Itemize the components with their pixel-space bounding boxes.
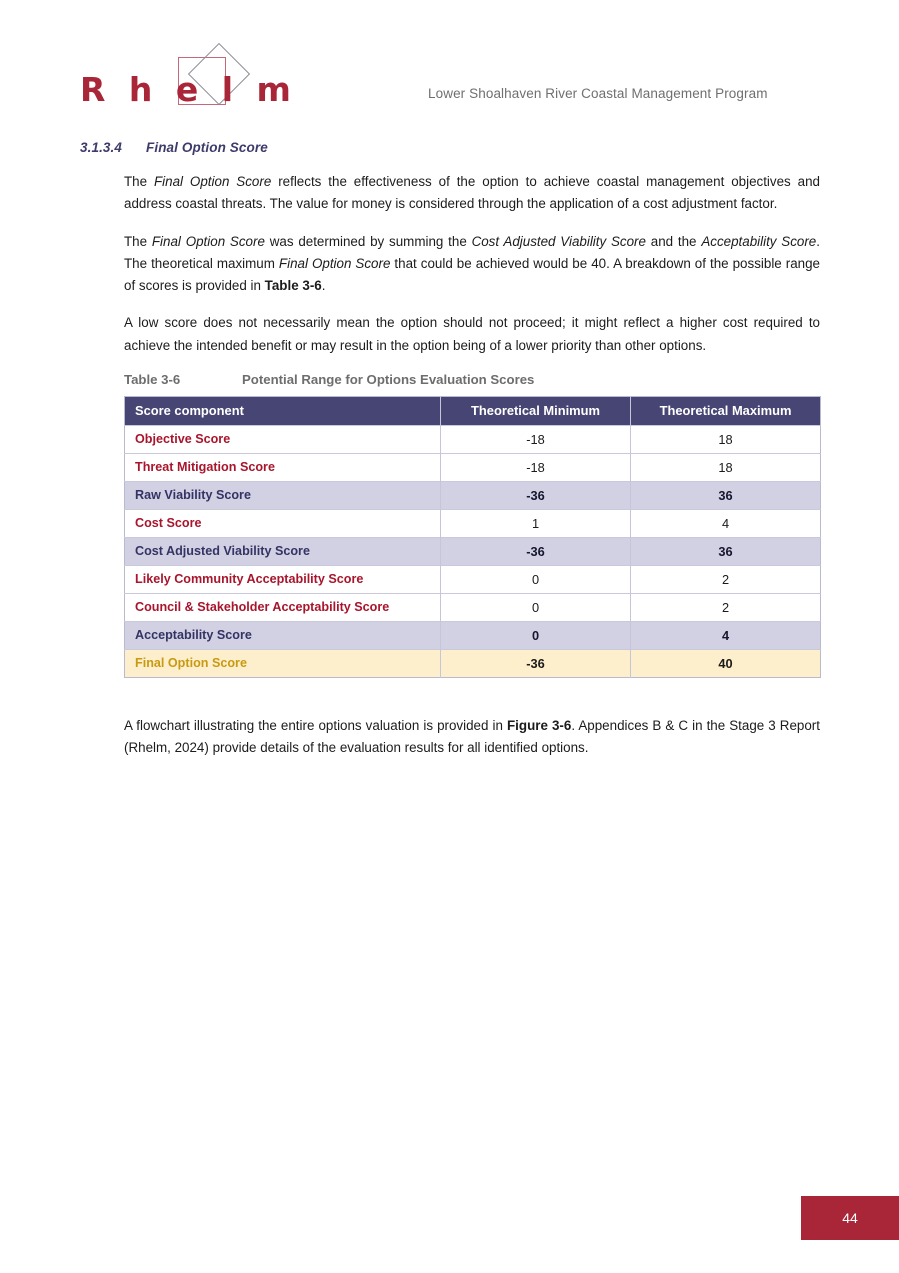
page-header — [0, 44, 899, 116]
row-theoretical-maximum: 40 — [631, 649, 821, 677]
row-theoretical-maximum: 36 — [631, 481, 821, 509]
table-row — [125, 593, 821, 621]
table-caption — [124, 372, 820, 387]
row-theoretical-minimum: 0 — [441, 565, 631, 593]
table-row — [125, 509, 821, 537]
section-title: Final Option Score — [146, 140, 268, 155]
row-theoretical-minimum: -36 — [441, 481, 631, 509]
row-theoretical-maximum: 4 — [631, 509, 821, 537]
p4-text-b: . Appendices B & C in the Stage 3 Report (Rhelm, 2024) provide details of the evaluation results for all identified options. — [124, 717, 820, 755]
row-label: Acceptability Score — [125, 621, 441, 649]
row-theoretical-maximum: 2 — [631, 565, 821, 593]
p2-text-d: . The theoretical maximum — [124, 233, 820, 271]
row-theoretical-maximum: 36 — [631, 537, 821, 565]
row-theoretical-minimum: -18 — [441, 425, 631, 453]
p1-emphasis-1: Final Option Score — [154, 174, 272, 189]
row-label: Likely Community Acceptability Score — [125, 565, 441, 593]
row-label: Threat Mitigation Score — [125, 453, 441, 481]
row-theoretical-minimum: -36 — [441, 649, 631, 677]
row-theoretical-minimum: -36 — [441, 537, 631, 565]
section-heading — [80, 140, 820, 155]
row-label: Objective Score — [125, 425, 441, 453]
p2-text-a: The — [124, 233, 152, 249]
table-row — [125, 649, 821, 677]
paragraph-2 — [80, 231, 820, 298]
p1-text-a: The — [124, 174, 154, 189]
document-title: Lower Shoalhaven River Coastal Management Program — [428, 86, 768, 101]
table-row — [125, 453, 821, 481]
table-3-6-reference: Table 3-6 — [264, 278, 322, 293]
row-theoretical-maximum: 18 — [631, 453, 821, 481]
rhelm-logo — [80, 52, 320, 114]
paragraph-3: A low score does not necessarily mean the option should not proceed; it might reflect a higher cost required to achieve the intended benefit or may result in the option being of a lower priority than other options. — [124, 315, 820, 353]
options-evaluation-scores-table — [124, 396, 821, 678]
figure-3-6-reference: Figure 3-6 — [506, 717, 572, 733]
row-label: Cost Score — [125, 509, 441, 537]
row-theoretical-minimum: -18 — [441, 453, 631, 481]
paragraph-1 — [80, 171, 820, 216]
table-header-row — [125, 396, 821, 425]
p1-text-b: reflects the effectiveness of the option to achieve coastal management objectives and address coastal threats. The value for money is considered through the application of a cost adjustment factor. — [124, 174, 821, 212]
paragraph-4 — [124, 715, 820, 760]
table-caption-title: Potential Range for Options Evaluation Scores — [242, 371, 535, 387]
table-row — [125, 565, 821, 593]
row-theoretical-minimum: 0 — [441, 593, 631, 621]
page-content — [80, 140, 820, 759]
row-label: Cost Adjusted Viability Score — [125, 537, 441, 565]
row-theoretical-minimum: 1 — [441, 509, 631, 537]
p2-text-c: and the — [645, 233, 702, 249]
p2-text-b: was determined by summing the — [264, 233, 472, 249]
row-theoretical-maximum: 4 — [631, 621, 821, 649]
p4-text-a: A flowchart illustrating the entire options valuation is provided in — [124, 717, 507, 733]
p2-text-f: . — [321, 278, 326, 293]
logo-wordmark: R h e l m — [80, 70, 297, 109]
row-theoretical-minimum: 0 — [441, 621, 631, 649]
table-body — [125, 425, 821, 677]
section-number: 3.1.3.4 — [80, 140, 122, 155]
row-label: Council & Stakeholder Acceptability Score — [125, 593, 441, 621]
row-label: Raw Viability Score — [125, 481, 441, 509]
column-header-theoretical-minimum: Theoretical Minimum — [441, 396, 631, 425]
row-theoretical-maximum: 18 — [631, 425, 821, 453]
table-row — [125, 621, 821, 649]
p2-emphasis-4: Final Option Score — [278, 255, 391, 271]
column-header-theoretical-maximum: Theoretical Maximum — [631, 396, 821, 425]
table-row — [125, 481, 821, 509]
p2-emphasis-2: Cost Adjusted Viability Score — [471, 233, 646, 249]
p2-text-e: that could be achieved would be 40. A breakdown of the possible range of scores is provided in — [124, 255, 821, 293]
table-row — [125, 537, 821, 565]
column-header-score-component: Score component — [125, 396, 441, 425]
p2-emphasis-3: Acceptability Score — [701, 233, 817, 249]
row-label: Final Option Score — [125, 649, 441, 677]
row-theoretical-maximum: 2 — [631, 593, 821, 621]
table-row — [125, 425, 821, 453]
table-caption-number: Table 3-6 — [124, 371, 181, 387]
p2-emphasis-1: Final Option Score — [151, 233, 265, 249]
page-number-badge: 44 — [801, 1196, 899, 1240]
